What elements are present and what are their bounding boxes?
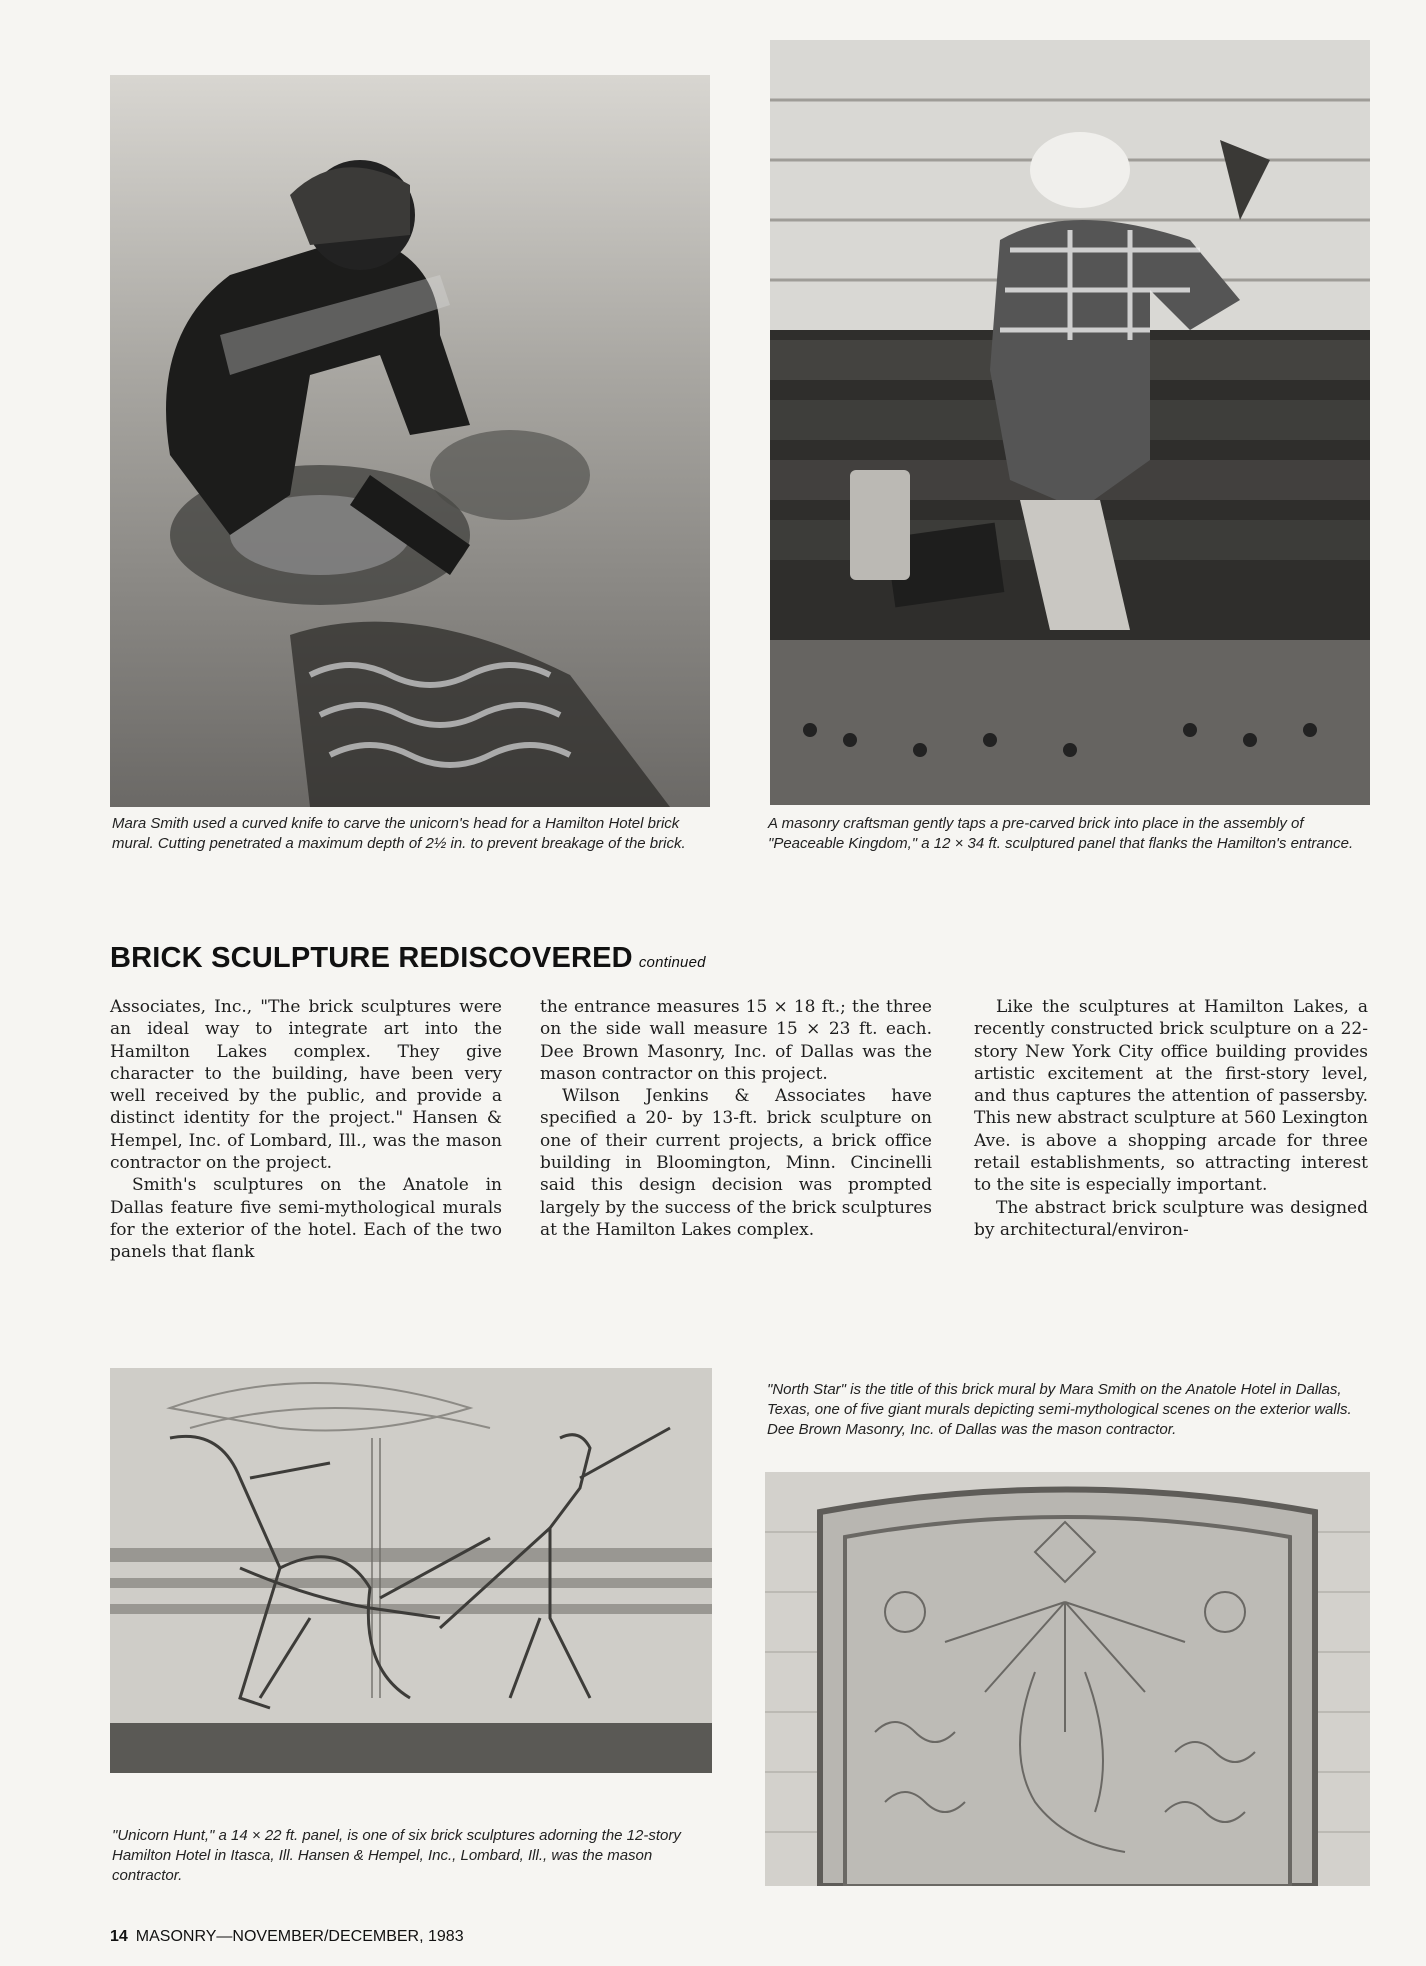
article-heading bbox=[110, 942, 706, 975]
caption-north-star: "North Star" is the title of this brick mural by Mara Smith on the Anatole Hotel in Dallas, Texas, one of five giant murals depicting semi-mythological scenes on the exterior walls. Dee Brown Masonry, Inc. of Dallas was the mason contractor. bbox=[767, 1381, 1352, 1438]
caption-artist-carving: Mara Smith used a curved knife to carve the unicorn's head for a Hamilton Hotel brick mural. Cutting penetrated a maximum depth of 2½ in. to prevent breakage of the brick. bbox=[112, 815, 686, 852]
continued-label: continued bbox=[638, 954, 706, 971]
page-footer bbox=[110, 1928, 464, 1946]
article-title: BRICK SCULPTURE REDISCOVERED bbox=[110, 942, 633, 974]
photo-artist-carving-image bbox=[110, 75, 710, 807]
column-1-paragraph-2: Smith's sculptures on the Anatole in Dallas feature five semi-mythological murals for the exterior of the hotel. Each of the two panels that flank bbox=[110, 1175, 502, 1263]
caption-unicorn-hunt: "Unicorn Hunt," a 14 × 22 ft. panel, is one of six brick sculptures adorning the 12-story Hamilton Hotel in Itasca, Ill. Hansen & Hempel, Inc., Lombard, Ill., was the mason contractor. bbox=[112, 1827, 681, 1884]
photo-north-star-mural bbox=[765, 1472, 1370, 1886]
photo-unicorn-hunt-mural-image bbox=[110, 1368, 712, 1773]
article-column-2 bbox=[540, 996, 932, 1241]
photo-unicorn-hunt-mural bbox=[110, 1368, 712, 1773]
article-column-3 bbox=[974, 996, 1368, 1241]
page-number: 14 bbox=[110, 1928, 128, 1945]
column-2-paragraph-1: the entrance measures 15 × 18 ft.; the three on the side wall measure 15 × 23 ft. each. Dee Brown Masonry, Inc. of Dallas was the mason contractor on this project. bbox=[540, 997, 932, 1084]
photo-artist-carving bbox=[110, 75, 710, 807]
caption-mason-placing-brick: A masonry craftsman gently taps a pre-carved brick into place in the assembly of "Peaceable Kingdom," a 12 × 34 ft. sculptured panel that flanks the Hamilton's entrance. bbox=[768, 815, 1354, 852]
article-column-1 bbox=[110, 996, 502, 1264]
photo-mason-placing-brick-image bbox=[770, 40, 1370, 805]
column-3-paragraph-2: The abstract brick sculpture was designed by architectural/environ- bbox=[974, 1197, 1368, 1240]
column-2-paragraph-2: Wilson Jenkins & Associates have specified a 20- by 13-ft. brick sculpture on one of their current projects, a brick office building in Bloomington, Minn. Cincinelli said this design decision was prompted largely by the success of the brick sculptures at the Hamilton Lakes complex. bbox=[540, 1086, 932, 1240]
photo-mason-placing-brick bbox=[770, 40, 1370, 805]
column-3-paragraph-1: Like the sculptures at Hamilton Lakes, a recently constructed brick sculpture on a 22-story New York City office building provides artistic excitement at the first-story level, and thus captures the attention of passersby. This new abstract sculpture at 560 Lexington Ave. is above a shopping arcade for three retail establishments, so attracting interest to the site is especially important. bbox=[974, 997, 1368, 1196]
publication-line: MASONRY—NOVEMBER/DECEMBER, 1983 bbox=[135, 1928, 464, 1945]
column-1-paragraph-1: Associates, Inc., "The brick sculptures were an ideal way to integrate art into the Hamilton Lakes complex. They give character to the building, have been very well received by the public, and provide a distinct identity for the project." Hansen & Hempel, Inc. of Lombard, Ill., was the mason contractor on the project. bbox=[110, 997, 502, 1174]
photo-north-star-mural-image bbox=[765, 1472, 1370, 1886]
